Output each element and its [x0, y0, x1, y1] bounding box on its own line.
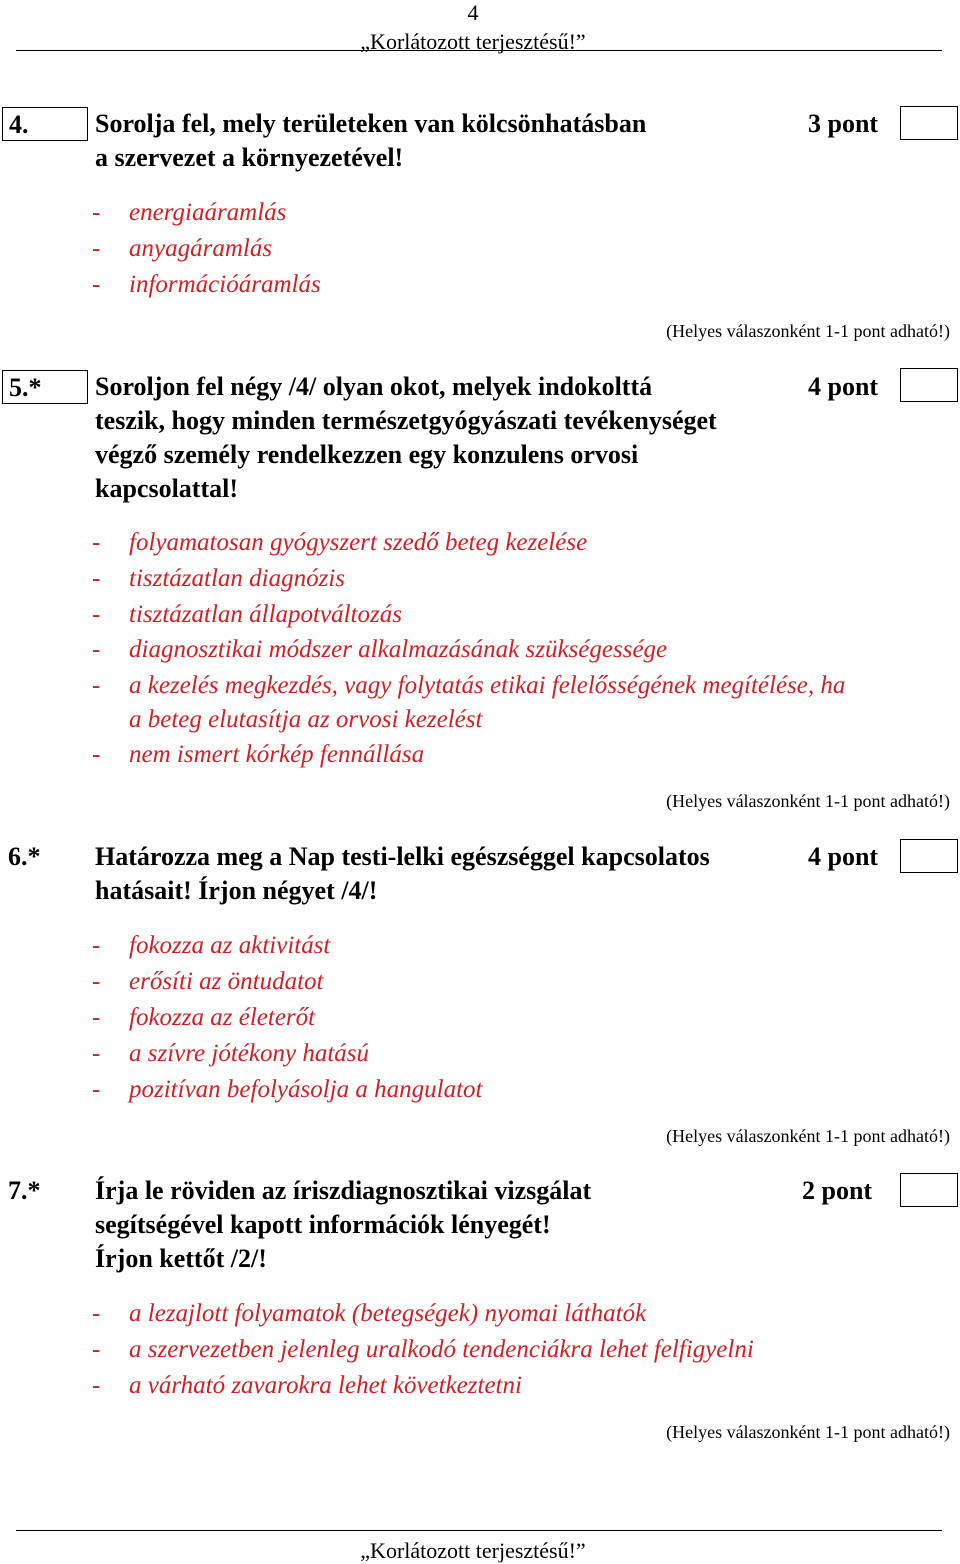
header-distribution-notice: „Korlátozott terjesztésű!” — [360, 29, 586, 54]
question-5-text-line: végző személy rendelkezzen egy konzulens orvosi — [95, 440, 639, 469]
footer-rule — [16, 1530, 942, 1531]
scoring-note: (Helyes válaszonként 1-1 pont adható!) — [666, 1126, 950, 1146]
answer-item: - tisztázatlan állapotváltozás — [92, 601, 402, 628]
question-4-number: 4. — [2, 107, 88, 141]
question-6-points: 4 pont — [808, 842, 879, 871]
answer-item: - a lezajlott folyamatok (betegségek) nyomai láthatók — [92, 1300, 647, 1327]
answer-item: - tisztázatlan diagnózis — [92, 565, 346, 592]
answer-item: - a szervezetben jelenleg uralkodó tendenciákra lehet felfigyelni — [92, 1336, 754, 1363]
answer-item: - pozitívan befolyásolja a hangulatot — [92, 1076, 483, 1103]
question-7-text-line: Írja le röviden az íriszdiagnosztikai vizsgálat — [95, 1176, 592, 1205]
question-5-text-line: Soroljon fel négy /4/ olyan okot, melyek indokolttá — [95, 372, 653, 401]
header-rule — [16, 50, 942, 51]
question-4-score-box[interactable] — [900, 106, 958, 140]
question-6-number: 6.* — [8, 842, 41, 871]
question-6-score-box[interactable] — [900, 839, 958, 873]
footer-distribution-notice: „Korlátozott terjesztésű!” — [360, 1538, 586, 1563]
answer-item: - folyamatosan gyógyszert szedő beteg kezelése — [92, 529, 588, 556]
answer-item: - nem ismert kórkép fennállása — [92, 741, 425, 768]
answer-item: - erősíti az öntudatot — [92, 968, 324, 995]
answer-item: - a kezelés megkezdés, vagy folytatás etikai felelősségének megítélése, ha — [92, 672, 846, 699]
answer-item: - diagnosztikai módszer alkalmazásának szükségessége — [92, 636, 668, 663]
question-7-number: 7.* — [8, 1176, 41, 1205]
scoring-note: (Helyes válaszonként 1-1 pont adható!) — [666, 791, 950, 811]
question-5-text-line: kapcsolattal! — [95, 474, 238, 503]
question-5-score-box[interactable] — [900, 368, 958, 402]
question-7-text-line: Írjon kettőt /2/! — [95, 1244, 267, 1273]
answer-item: - a várható zavarokra lehet következtetni — [92, 1372, 522, 1399]
question-5-number: 5.* — [2, 370, 88, 404]
answer-item: - a szívre jótékony hatású — [92, 1040, 370, 1067]
answer-item: - anyagáramlás — [92, 235, 273, 262]
question-4-points: 3 pont — [808, 109, 879, 138]
question-6-text-line: Határozza meg a Nap testi-lelki egészséggel kapcsolatos — [95, 842, 710, 871]
answer-item-continuation: a beteg elutasítja az orvosi kezelést — [129, 706, 483, 733]
question-7-text-line: segítségével kapott információk lényegét! — [95, 1210, 551, 1239]
answer-item: - információáramlás — [92, 271, 321, 298]
answer-item: - energiaáramlás — [92, 199, 287, 226]
answer-item: - fokozza az életerőt — [92, 1004, 316, 1031]
scoring-note: (Helyes válaszonként 1-1 pont adható!) — [666, 1422, 950, 1442]
question-4-text-line: Sorolja fel, mely területeken van kölcsönhatásban — [95, 109, 647, 138]
page-number: 4 — [467, 0, 479, 25]
question-4-text-line: a szervezet a környezetével! — [95, 143, 404, 172]
scoring-note: (Helyes válaszonként 1-1 pont adható!) — [666, 321, 950, 341]
question-5-text-line: teszik, hogy minden természetgyógyászati tevékenységet — [95, 406, 717, 435]
question-5-points: 4 pont — [808, 372, 879, 401]
answer-item: - fokozza az aktivitást — [92, 932, 331, 959]
question-7-score-box[interactable] — [900, 1173, 958, 1207]
question-7-points: 2 pont — [802, 1176, 873, 1205]
question-6-text-line: hatásait! Írjon négyet /4/! — [95, 876, 378, 905]
